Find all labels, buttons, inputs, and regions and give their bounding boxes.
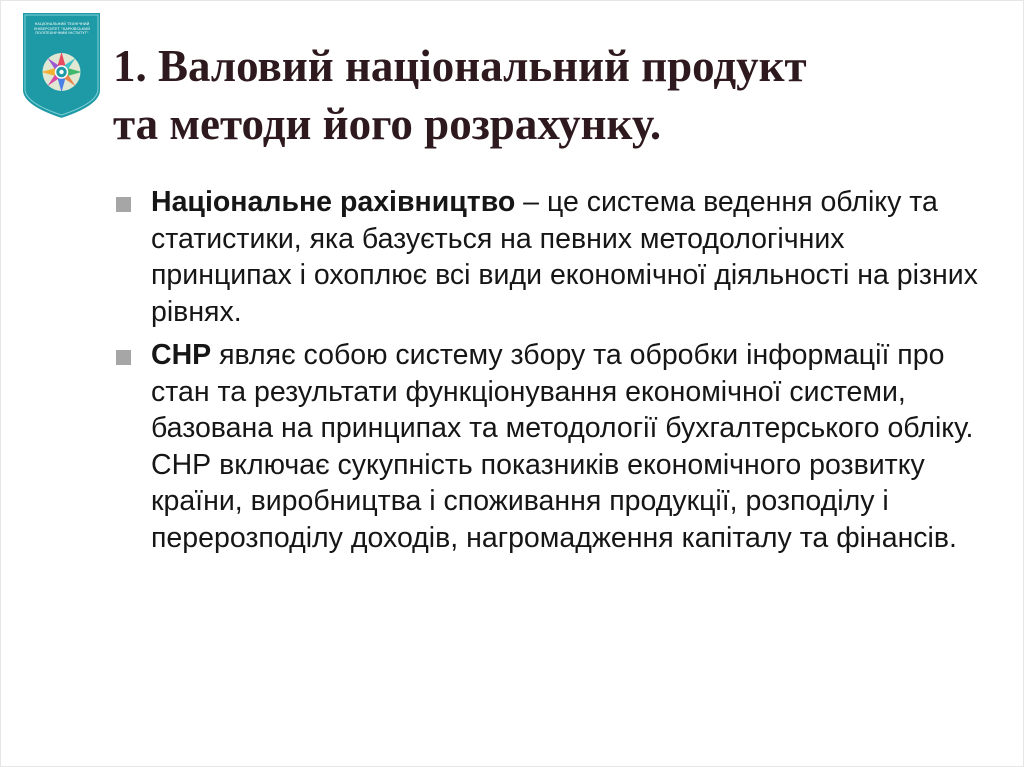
bullet-item-national-accounting — [114, 184, 984, 330]
slide-title-line-1: 1. Валовий національний продукт — [113, 41, 807, 91]
bullet-term: Національне рахівництво — [151, 186, 516, 218]
bullet-text: – це система ведення обліку та статистики, яка базується на певних методологічних принципах і охоплює всі види економічної діяльності на різних рівнях. — [151, 186, 978, 328]
logo-caption: НАЦІОНАЛЬНИЙ ТЕХНІЧНИЙ УНІВЕРСИТЕТ "ХАРКІВСЬКИЙ ПОЛІТЕХНІЧНИЙ ІНСТИТУТ" — [34, 22, 90, 36]
bullet-item-snr — [114, 337, 984, 556]
university-crest-icon — [20, 10, 103, 121]
slide-title-line-2: та методи його розрахунку. — [113, 99, 662, 149]
bullet-text: являє собою систему збору та обробки інформації про стан та результати функціонування економічної системи, базована на принципах та методології бухгалтерського обліку. СНР включає сукупність показників економічного розвитку країни, виробництва і споживання продукції, розподілу і перерозподілу доходів, нагромадження капіталу та фінансів. — [151, 339, 974, 554]
slide-title — [113, 37, 993, 153]
square-bullet-icon — [116, 197, 131, 212]
square-bullet-icon — [116, 350, 131, 365]
bullet-term: СНР — [151, 339, 212, 371]
bullet-list — [114, 184, 984, 563]
